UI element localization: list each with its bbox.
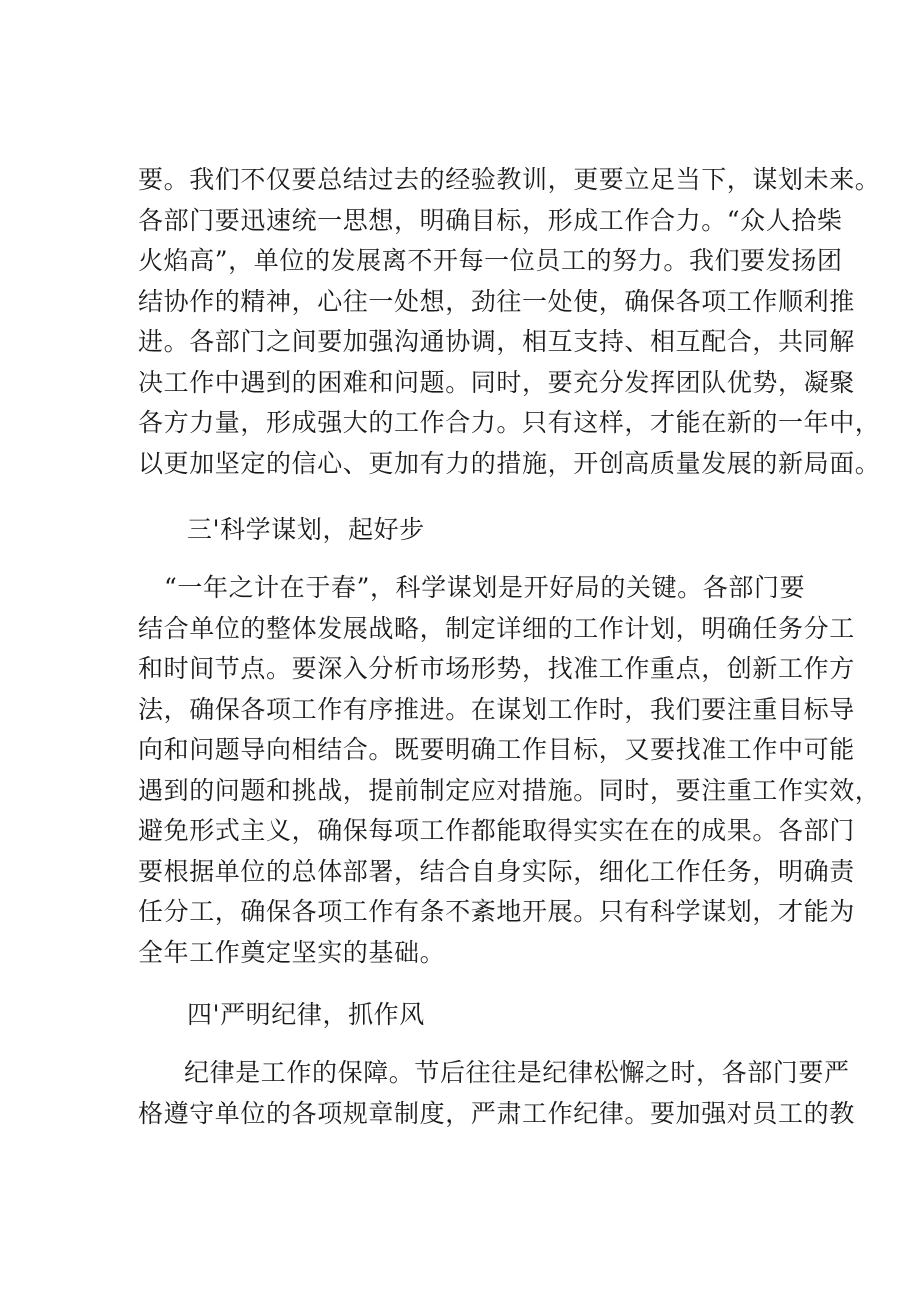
paragraph-line: 任分工，确保各项工作有条不紊地开展。只有科学谋划，才能为 — [138, 897, 855, 926]
paragraph-line: 和时间节点。要深入分析市场形势，找准工作重点，创新工作方 — [138, 654, 855, 683]
paragraph-line: 以更加坚定的信心、更加有力的措施，开创高质量发展的新局面。 — [138, 448, 881, 478]
paragraph-line: 避免形式主义，确保每项工作都能取得实实在在的成果。各部门 — [138, 816, 855, 845]
section-heading-four: 四'严明纪律，抓作风 — [187, 1000, 425, 1029]
paragraph-line: 结合单位的整体发展战略，制定详细的工作计划，明确任务分工 — [138, 613, 855, 643]
continued-paragraph — [138, 160, 881, 484]
paragraph-line: 全年工作奠定坚实的基础。 — [138, 937, 446, 967]
section-three-paragraph — [138, 568, 881, 973]
paragraph-line: 向和问题导向相结合。既要明确工作目标，又要找准工作中可能 — [138, 735, 855, 764]
paragraph-line: 要。我们不仅要总结过去的经验教训，更要立足当下，谋划未来。 — [138, 165, 881, 194]
paragraph-line: 法，确保各项工作有序推进。在谋划工作时，我们要注重目标导 — [138, 694, 855, 724]
paragraph-line: 各方力量，形成强大的工作合力。只有这样，才能在新的一年中， — [138, 408, 881, 437]
paragraph-line: 结协作的精神，心往一处想，劲往一处使，确保各项工作顺利推 — [138, 286, 855, 316]
section-heading-three: 三'科学谋划，起好步 — [187, 515, 425, 544]
paragraph-line: 火焰高”，单位的发展离不开每一位员工的努力。我们要发扬团 — [138, 246, 843, 275]
paragraph-line: 进。各部门之间要加强沟通协调，相互支持、相互配合，共同解 — [138, 327, 855, 356]
paragraph-line: “一年之计在于春”，科学谋划是开好局的关键。各部门要 — [164, 573, 806, 602]
paragraph-line: 各部门要迅速统一思想，明确目标，形成工作合力。“众人拾柴 — [138, 205, 843, 235]
paragraph-line: 要根据单位的总体部署，结合自身实际，细化工作任务，明确责 — [138, 856, 855, 886]
paragraph-line: 纪律是工作的保障。节后往往是纪律松懈之时，各部门要严 — [184, 1058, 850, 1087]
paragraph-line: 遇到的问题和挑战，提前制定应对措施。同时，要注重工作实效， — [138, 775, 881, 805]
paragraph-line: 格遵守单位的各项规章制度，严肃工作纪律。要加强对员工的教 — [138, 1098, 855, 1128]
section-four-paragraph — [138, 1053, 855, 1134]
paragraph-line: 决工作中遇到的困难和问题。同时，要充分发挥团队优势，凝聚 — [138, 367, 855, 397]
